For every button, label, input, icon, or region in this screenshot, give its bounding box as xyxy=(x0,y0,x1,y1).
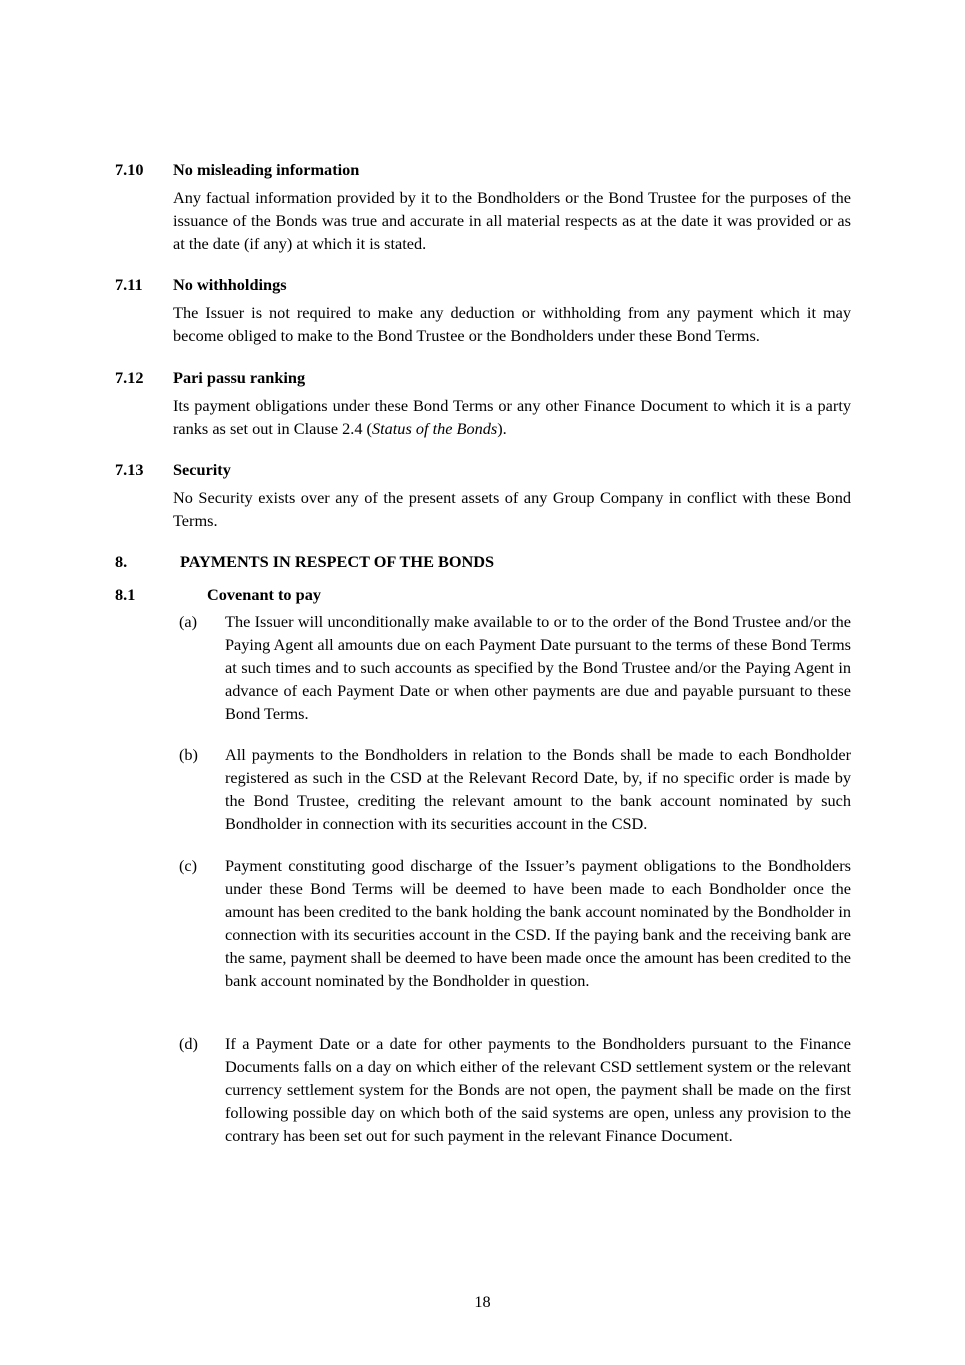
clause-heading xyxy=(115,458,851,481)
list-item-text: All payments to the Bondholders in relation to the Bonds shall be made to each Bondholder registered as such in the CSD at the Relevant Record Date, by, if no specific order is made by the Bond Trustee, crediting the relevant amount to the bank account nominated by such Bondholder in connection with its securities account in the CSD. xyxy=(225,745,851,833)
clause-number: 7.11 xyxy=(115,275,143,294)
clause-title: Security xyxy=(173,460,231,479)
clause-8 xyxy=(115,550,851,573)
list-item-text: If a Payment Date or a date for other payments to the Bondholders pursuant to the Finance Documents falls on a day on which either of the relevant CSD settlement system or the relevant currency settlement system for the Bonds are not open, the payment shall be made on the first following possible day on which both of the said systems are open, unless any provision to the contrary has been set out for such payment in the relevant Finance Document. xyxy=(225,1034,851,1145)
clause-title: No misleading information xyxy=(173,160,360,179)
clause-heading xyxy=(115,366,851,389)
section-title: PAYMENTS IN RESPECT OF THE BONDS xyxy=(180,552,495,571)
section-number: 8. xyxy=(115,552,128,571)
clause-7-10 xyxy=(115,158,851,255)
clause-body-text: Its payment obligations under these Bond Terms or any other Finance Document to which it is a party ranks as set out in Clause 2.4 ( xyxy=(173,396,851,438)
list-item-label: (d) xyxy=(179,1034,198,1053)
list-item xyxy=(179,854,851,992)
clause-7-13 xyxy=(115,458,851,532)
list-item-label: (a) xyxy=(179,612,198,631)
clause-heading xyxy=(115,273,851,296)
clause-number: 8.1 xyxy=(115,585,136,604)
list-item-text: Payment constituting good discharge of the Issuer’s payment obligations to the Bondholders under these Bond Terms will be deemed to have been made to each Bondholder once the amount has been credited to the bank holding the bank account nominated by the Bondholder in connection with its securities account in the CSD. If the paying bank and the receiving bank are the same, payment shall be deemed to have been made once the amount has been credited to the bank account nominated by the Bondholder in question. xyxy=(225,856,851,990)
clause-number: 7.12 xyxy=(115,368,144,387)
clause-7-12 xyxy=(115,366,851,440)
clause-number: 7.13 xyxy=(115,460,144,479)
clause-body: The Issuer is not required to make any deduction or withholding from any payment which it may become obliged to make to the Bond Trustee or the Bondholders under these Bond Terms. xyxy=(173,303,851,345)
section-heading xyxy=(115,550,851,573)
clause-title: Covenant to pay xyxy=(207,585,321,604)
clause-number: 7.10 xyxy=(115,160,144,179)
list-item xyxy=(179,1032,851,1147)
list-item-text: The Issuer will unconditionally make available to or to the order of the Bond Trustee and/or the Paying Agent all amounts due on each Payment Date pursuant to the terms of these Bond Terms at such times and to such accounts as specified by the Bond Trustee and/or the Paying Agent in advance of each Payment Date or when other payments are due and payable pursuant to these Bond Terms. xyxy=(225,612,851,723)
list-item xyxy=(179,743,851,835)
clause-title: No withholdings xyxy=(173,275,287,294)
list-item-label: (c) xyxy=(179,856,198,875)
clause-title: Pari passu ranking xyxy=(173,368,306,387)
clause-body xyxy=(173,394,851,440)
clause-body: No Security exists over any of the present assets of any Group Company in conflict with these Bond Terms. xyxy=(173,488,851,530)
list-item-label: (b) xyxy=(179,745,198,764)
page-number: 18 xyxy=(474,1292,491,1311)
clause-cross-reference: Status of the Bonds xyxy=(371,419,498,438)
clause-7-11 xyxy=(115,273,851,347)
clause-body-text-end: ). xyxy=(497,419,507,438)
clause-8-1 xyxy=(115,583,851,606)
clause-body: Any factual information provided by it to the Bondholders or the Bond Trustee for the purposes of the issuance of the Bonds was true and accurate in all material respects as at the date it was provided or as at the date (if any) at which it is stated. xyxy=(173,188,851,253)
clause-heading xyxy=(115,158,851,181)
clause-heading xyxy=(115,583,851,606)
list-item xyxy=(179,610,851,725)
